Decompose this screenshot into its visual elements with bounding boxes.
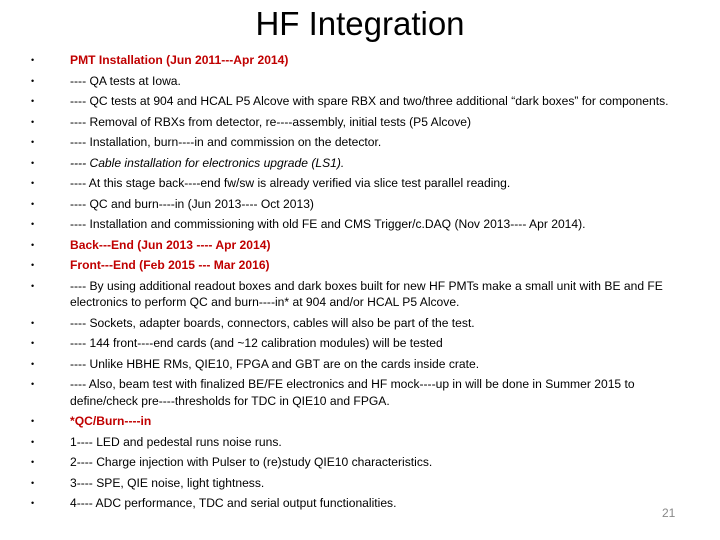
bullet-list <box>0 52 720 516</box>
bullet-icon: • <box>31 55 35 65</box>
bullet-text: ---‐ By using additional readout boxes and dark boxes built for new HF PMTs make a small unit with BE and FE electronics to perform QC and burn---‐in* at 904 and/or HCAL P5 Alcove. <box>70 278 663 309</box>
bullet-icon: • <box>31 198 35 209</box>
bullet-item <box>0 155 720 172</box>
bullet-item <box>0 454 720 471</box>
bullet-text: 1---‐ LED and pedestal runs noise runs. <box>70 434 282 449</box>
bullet-icon: • <box>31 477 35 488</box>
bullet-item <box>0 278 720 311</box>
bullet-item <box>0 376 720 409</box>
bullet-text: ---‐ QA tests at Iowa. <box>70 73 181 88</box>
bullet-icon: • <box>31 358 35 369</box>
bullet-icon: • <box>31 280 35 291</box>
bullet-text: *QC/Burn---‐in <box>70 414 152 428</box>
bullet-text: ---‐ 144 front---‐end cards (and ~12 calibration modules) will be tested <box>70 336 443 350</box>
bullet-item <box>0 52 720 69</box>
bullet-item <box>0 257 720 274</box>
bullet-item <box>0 216 720 233</box>
bullet-item <box>0 114 720 131</box>
bullet-item <box>0 134 720 151</box>
bullet-item <box>0 315 720 332</box>
bullet-icon: • <box>31 416 35 426</box>
bullet-item <box>0 196 720 213</box>
bullet-icon: • <box>31 338 35 348</box>
slide-title: HF Integration <box>255 5 465 42</box>
bullet-icon: • <box>31 116 35 127</box>
bullet-text: 3---‐ SPE, QIE noise, light tightness. <box>70 475 265 490</box>
bullet-text: 4---‐ ADC performance, TDC and serial output functionalities. <box>70 496 397 510</box>
bullet-text: ---‐ Cable installation for electronics upgrade (LS1). <box>70 155 345 170</box>
bullet-icon: • <box>31 379 35 389</box>
bullet-text: ---‐ Also, beam test with finalized BE/FE electronics and HF mock---‐up in will be done in Summer 2015 to define/check pre---‐thresholds for TDC in QIE10 and FPGA. <box>70 377 635 408</box>
bullet-item <box>0 93 720 110</box>
bullet-text: ---‐ QC tests at 904 and HCAL P5 Alcove with spare RBX and two/three additional “dark boxes” for components. <box>70 94 669 108</box>
bullet-text: ---‐ Installation and commissioning with old FE and CMS Trigger/c.DAQ (Nov 2013---‐ Apr 2014). <box>70 217 586 231</box>
bullet-item <box>0 413 720 430</box>
bullet-item <box>0 237 720 254</box>
bullet-text: ---‐ Removal of RBXs from detector, re---‐assembly, initial tests (P5 Alcove) <box>70 114 471 129</box>
bullet-text: ---‐ At this stage back---‐end fw/sw is already verified via slice test parallel reading. <box>70 176 511 190</box>
bullet-icon: • <box>31 260 35 270</box>
bullet-icon: • <box>31 137 35 147</box>
bullet-icon: • <box>31 457 35 467</box>
bullet-text: ---‐ Installation, burn---‐in and commission on the detector. <box>70 135 382 149</box>
bullet-icon: • <box>31 178 35 188</box>
bullet-icon: • <box>31 157 35 168</box>
bullet-item <box>0 356 720 373</box>
bullet-item <box>0 73 720 90</box>
bullet-icon: • <box>31 75 35 86</box>
bullet-text: PMT Installation (Jun 2011--‐Apr 2014) <box>70 53 289 67</box>
bullet-icon: • <box>31 239 35 250</box>
page-number: 21 <box>662 506 676 520</box>
bullet-icon: • <box>31 436 35 447</box>
bullet-text: ---‐ Unlike HBHE RMs, QIE10, FPGA and GBT are on the cards inside crate. <box>70 356 480 371</box>
bullet-item <box>0 175 720 192</box>
bullet-icon: • <box>31 498 35 508</box>
bullet-item <box>0 335 720 352</box>
bullet-text: ---‐ Sockets, adapter boards, connectors, cables will also be part of the test. <box>70 315 475 330</box>
bullet-item <box>0 495 720 512</box>
bullet-icon: • <box>31 96 35 106</box>
bullet-icon: • <box>31 317 35 328</box>
bullet-icon: • <box>31 219 35 229</box>
bullet-item <box>0 475 720 492</box>
bullet-text: Back--‐End (Jun 2013 ---‐ Apr 2014) <box>70 237 271 252</box>
bullet-text: 2---‐ Charge injection with Pulser to (re)study QIE10 characteristics. <box>70 455 433 469</box>
bullet-item <box>0 434 720 451</box>
bullet-text: ---‐ QC and burn---‐in (Jun 2013---‐ Oct 2013) <box>70 196 314 211</box>
bullet-text: Front--‐End (Feb 2015 --‐ Mar 2016) <box>70 258 270 272</box>
